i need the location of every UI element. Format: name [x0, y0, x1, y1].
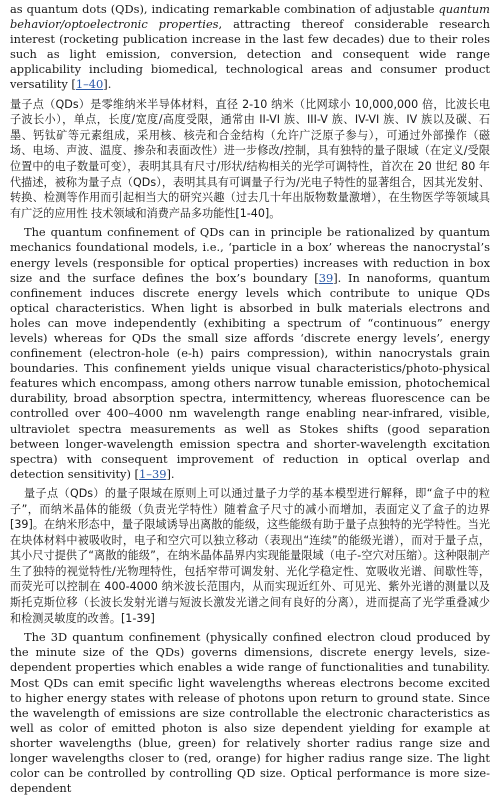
text-segment: 量子点（QDs）是零维纳米半导体材料，直径 2-10 纳米（比网球小 10,000,000 倍，比波长电子波长小），单点，长度/宽度/高度受限，通常由 II-VI 族、III-V 族、IV-VI 族、IV 族以及碳、石墨、钙钛矿等元素组成，采用核、核壳和合金结构（允许广泛原子参与），可通过外部操作（磁场、电场、声波、温度、掺杂和表面改性）进一步修改/控制，具有独特的量子限域（在定义/受限位置中的电子数量可变），表明其具有尺寸/形状/结构相关的光学可调特性，首次在 20 世纪 80 年代描述，被称为量子点（QDs），表明其具有可调量子行为/光电子特性的显著组合，因其光发射、转换、检测等作用而引起相当大的研究兴趣（过去几十年出版物数量激增），在生物医学等领域具有广泛的应用性 技术领域和消费产品多功能性[1-40]。 [10, 97, 490, 220]
citation-link[interactable]: 1–39 [139, 466, 167, 481]
text-segment: ]. [103, 77, 112, 92]
text-segment: The 3D quantum confinement (physically confined electron cloud produced by the minute size of the QDs) governs dimensions, discrete energy levels, size-dependent properties which enables a wide range of functionalities and tunability. Most QDs can emit specific light wavelengths whereas electrons become excited to higher energy states with release of photons upon return to ground state. Since the wavelength of emissions are size controllable the electronic characteristics as well as color of emitted photon is also size dependent yielding for example at shorter wavelengths (blue, green) for relatively shorter radius range size and longer wavelengths closer to (red, orange) for higher radius range size. The light color can be controlled by controlling QD size. Optical performance is more size-dependent [10, 630, 490, 796]
text-segment: as quantum dots (QDs), indicating remarkable combination of adjustable [10, 2, 439, 16]
text-segment: ]. In nanoforms, quantum confinement induces discrete energy levels which contribute to unique QDs optical characteristics. When light is absorbed in bulk materials electrons and holes can move independently (exhibiting a spectrum of “continuous” energy levels) whereas for QDs the small size affords ‘discrete energy levels’, energy confinement (electron-hole (e-h) pairs compression), within nanocrystals grain boundaries. This confinement yields unique visual characteristics/photo-physical features which encompass, among others narrow tunable emission, photochemical durability, broad absorption spectra, intermittency, whereas fluorescence can be controlled over 400–4000 nm wavelength range enabling near-infrared, visible, ultraviolet spectra measurements as well as Stokes shifts (good separation between longer-wavelength emission spectra and shorter-wavelength excitation spectra) with consequent improvement of reduction in optical overlap and detection sensitivity) [ [10, 270, 490, 481]
english-paragraph [10, 2, 490, 93]
citation-link[interactable]: 1–40 [75, 77, 104, 92]
text-segment: The quantum confinement of QDs can in principle be rationalized by quantum mechanics foundational models, i.e., ‘particle in a box’ whereas the nanocrystal’s energy levels (responsible for optical properties) increases with reduction in box size and the surface defines the box’s boundary [ [10, 225, 490, 285]
chinese-paragraph [10, 97, 490, 222]
text-segment: ]. [166, 466, 175, 481]
citation-link[interactable]: 39 [318, 270, 334, 285]
english-paragraph [10, 225, 490, 482]
text-segment: , attracting thereof considerable research interest (rocketing publication increase in the last few decades) due to their roles such as light emission, conversion, detection and consequent wide range applicability including biomedical, technological areas and consumer product versatility [ [10, 17, 490, 92]
chinese-paragraph [10, 486, 490, 626]
text-segment: 量子点（QDs）的量子限域在原则上可以通过量子力学的基本模型进行解释，即“盒子中的粒子”，而纳米晶体的能级（负责光学特性）随着盒子尺寸的减小而增加，表面定义了盒子的边界[39]。在纳米形态中，量子限域诱导出离散的能级，这些能级有助于量子点独特的光学特性。当光在块体材料中被吸收时，电子和空穴可以独立移动（表现出“连续”的能级光谱），而对于量子点，其小尺寸提供了“离散的能级”，在纳米晶体晶界内实现能量限域（电子-空穴对压缩）。这种限制产生了独特的视觉特性/光物理特性，包括窄带可调发射、光化学稳定性、宽吸收光谱、间歇性等，而荧光可以控制在 400-4000 纳米波长范围内，从而实现近红外、可见光、紫外光谱的测量以及斯托克斯位移（长波长发射光谱与短波长激发光谱之间有良好的分离），进而提高了光学重叠减少和检测灵敏度的改善。[1-39] [10, 486, 490, 625]
emphasized-text: quantum behavior/optoelectronic properties [10, 2, 490, 32]
english-paragraph [10, 630, 490, 796]
